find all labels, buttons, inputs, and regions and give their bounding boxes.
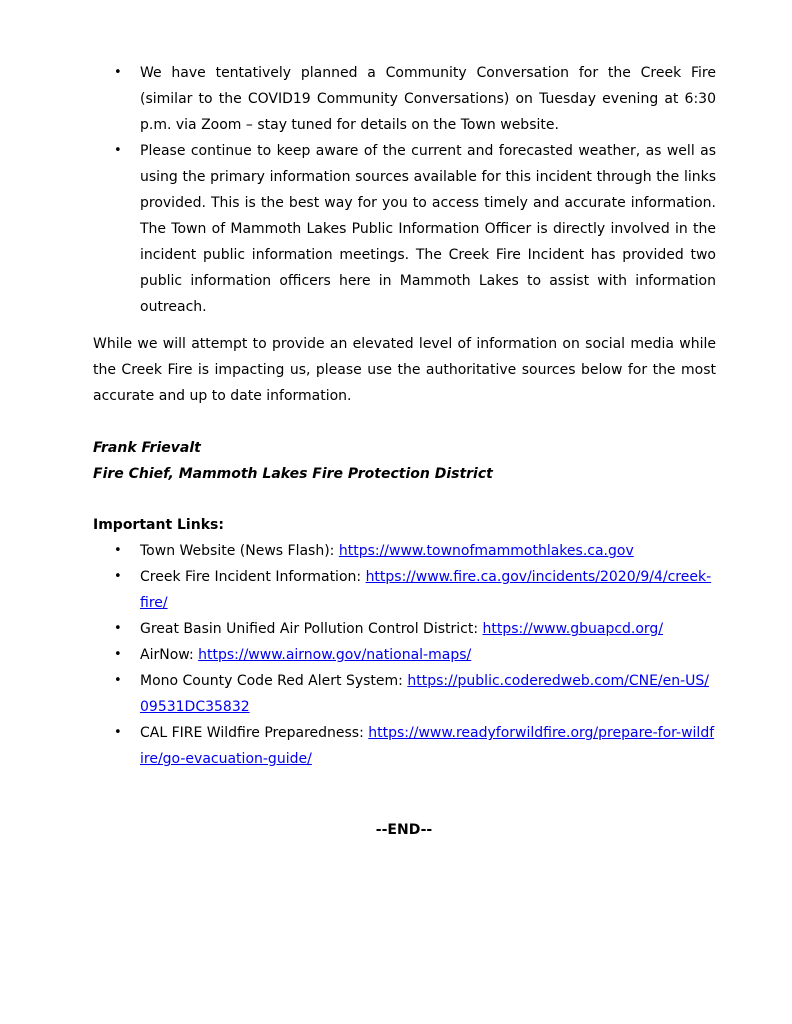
- link-label: Creek Fire Incident Information:: [140, 569, 366, 585]
- signature-title: Fire Chief, Mammoth Lakes Fire Protection District: [93, 466, 493, 482]
- signature-name: Frank Frievalt: [93, 440, 201, 456]
- link-label: Town Website (News Flash):: [140, 543, 339, 559]
- link-label: CAL FIRE Wildfire Preparedness:: [140, 725, 369, 741]
- link-item: [93, 564, 716, 616]
- link-url[interactable]: https://www.fire.ca.gov/incidents/2020/9/4/creek-fire/: [140, 569, 712, 611]
- link-item: [93, 668, 716, 720]
- link-item: [93, 642, 716, 668]
- end-marker: [0, 817, 792, 843]
- link-label: AirNow:: [140, 647, 199, 663]
- link-url[interactable]: https://www.airnow.gov/national-maps/: [198, 647, 472, 663]
- bullet-item: • Please continue to keep aware of the current and forecasted weather, as well as using the primary information sources available for this incident through the links provided. This is the best way for you to access timely and accurate information. The Town of Mammoth Lakes Public Information Officer is directly involved in the incident public information meetings. The Creek Fire Incident has provided two public information officers here in Mammoth Lakes to assist with information outreach.: [93, 138, 716, 320]
- link-item: [93, 616, 716, 642]
- link-url[interactable]: https://www.readyforwildfire.org/prepare-for-wildfire/go-evacuation-guide/: [140, 725, 715, 767]
- link-url[interactable]: https://public.coderedweb.com/CNE/en-US/09531DC35832: [140, 673, 710, 715]
- body-paragraph: While we will attempt to provide an elevated level of information on social media while the Creek Fire is impacting us, please use the authoritative sources below for the most accurate and up to date information.: [93, 336, 716, 404]
- links-heading: Important Links:: [93, 517, 224, 533]
- link-label: Mono County Code Red Alert System:: [140, 673, 408, 689]
- link-url[interactable]: https://www.townofmammothlakes.ca.gov: [338, 543, 634, 559]
- link-label: Great Basin Unified Air Pollution Control District:: [140, 621, 483, 637]
- document-page: [93, 60, 716, 772]
- link-item: [93, 720, 716, 772]
- bullet-item: • We have tentatively planned a Community Conversation for the Creek Fire (similar to the COVID19 Community Conversations) on Tuesday evening at 6:30 p.m. via Zoom – stay tuned for details on the Town website.: [93, 60, 716, 138]
- links-list: [93, 538, 716, 772]
- bullet-list: [93, 60, 716, 320]
- link-url[interactable]: https://www.gbuapcd.org/: [482, 621, 664, 637]
- end-text: --END--: [375, 822, 433, 838]
- signature-block: [93, 435, 716, 487]
- link-item: [93, 538, 716, 564]
